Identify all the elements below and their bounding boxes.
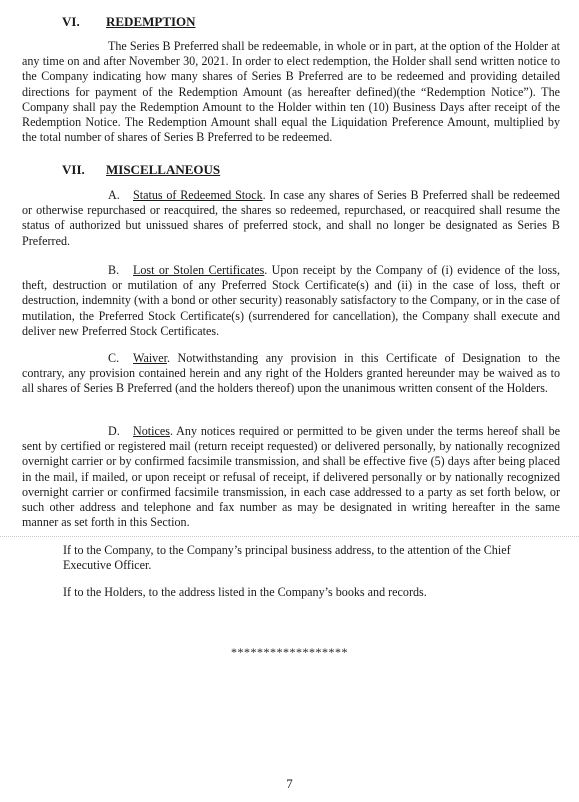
subsection-title: Waiver	[133, 351, 167, 365]
end-marker: ******************	[231, 645, 348, 659]
subsection-b-paragraph	[22, 263, 560, 339]
subsection-title: Status of Redeemed Stock	[133, 188, 263, 202]
subsection-a-paragraph	[22, 188, 560, 249]
subsection-c-paragraph	[22, 351, 560, 397]
subsection-text: . Any notices required or permitted to be given under the terms hereof shall be sent by certified or registered mail (return receipt requested) or delivered personally, by nationally recognized overnight carrier or by confirmed facsimile transmission, and shall be effective five (5) days after being placed in the mail, if mailed, or upon receipt or refusal of receipt, if delivered personally or by nationally recognized overnight carrier or confirmed facsimile transmission, in each case addressed to a party as set forth below, or such other address and telephone and fax number as may be designated in writing hereafter in the same manner as set forth in this Section.	[22, 424, 560, 530]
section-number: VII.	[62, 162, 85, 177]
notice-company-text: If to the Company, to the Company’s principal business address, to the attention of the Chief Executive Officer.	[63, 543, 511, 573]
subsection-text: . In case any shares of Series B Preferred shall be redeemed or otherwise repurchased or reacquired, the shares so redeemed, repurchased, or reacquired shall resume the status of authorized but unissued shares of preferred stock, and shall no longer be designated as Series B Preferred.	[22, 188, 560, 248]
redemption-paragraph: The Series B Preferred shall be redeemable, in whole or in part, at the option of the Holder at any time on and after November 30, 2021. In order to elect redemption, the Holder shall send written notice to the Company indicating how many shares of Series B Preferred are to be redeemed and providing detailed directions for payment of the Redemption Amount (as hereafter defined)(the “Redemption Notice”). The Company shall pay the Redemption Amount to the Holder within ten (10) Business Days after receipt of the Redemption Notice. The Redemption Amount shall equal the Liquidation Preference Amount, multiplied by the total number of shares of Series B Preferred to be redeemed.	[22, 39, 560, 145]
notice-holders-text: If to the Holders, to the address listed in the Company’s books and records.	[63, 585, 427, 599]
subsection-title: Notices	[133, 424, 170, 438]
subsection-letter: D.	[108, 424, 120, 438]
subsection-letter: A.	[108, 188, 120, 202]
section-vi-heading	[62, 14, 196, 29]
section-title: REDEMPTION	[106, 14, 196, 29]
section-title: MISCELLANEOUS	[106, 162, 221, 177]
section-vii-heading	[62, 162, 220, 177]
subsection-d-paragraph	[22, 424, 560, 530]
subsection-text: . Upon receipt by the Company of (i) evidence of the loss, theft, destruction or mutilation of any Preferred Stock Certificate(s) and (ii) in the case of loss, theft or destruction, indemnity (with a bond or other security) reasonably satisfactory to the Company, or in the case of mutilation, the Preferred Stock Certificate(s) (surrendered for cancellation), the Company shall execute and deliver new Preferred Stock Certificates.	[22, 263, 560, 338]
subsection-letter: B.	[108, 263, 120, 277]
page-divider	[0, 536, 579, 537]
subsection-letter: C.	[108, 351, 120, 365]
subsection-title: Lost or Stolen Certificates	[133, 263, 265, 277]
section-number: VI.	[62, 14, 80, 29]
subsection-text: . Notwithstanding any provision in this Certificate of Designation to the contrary, any provision contained herein and any right of the Holders granted hereunder may be waived as to all shares of Series B Preferred (and the holders thereof) upon the unanimous written consent of the Holders.	[22, 351, 560, 396]
page-number: 7	[286, 776, 293, 791]
